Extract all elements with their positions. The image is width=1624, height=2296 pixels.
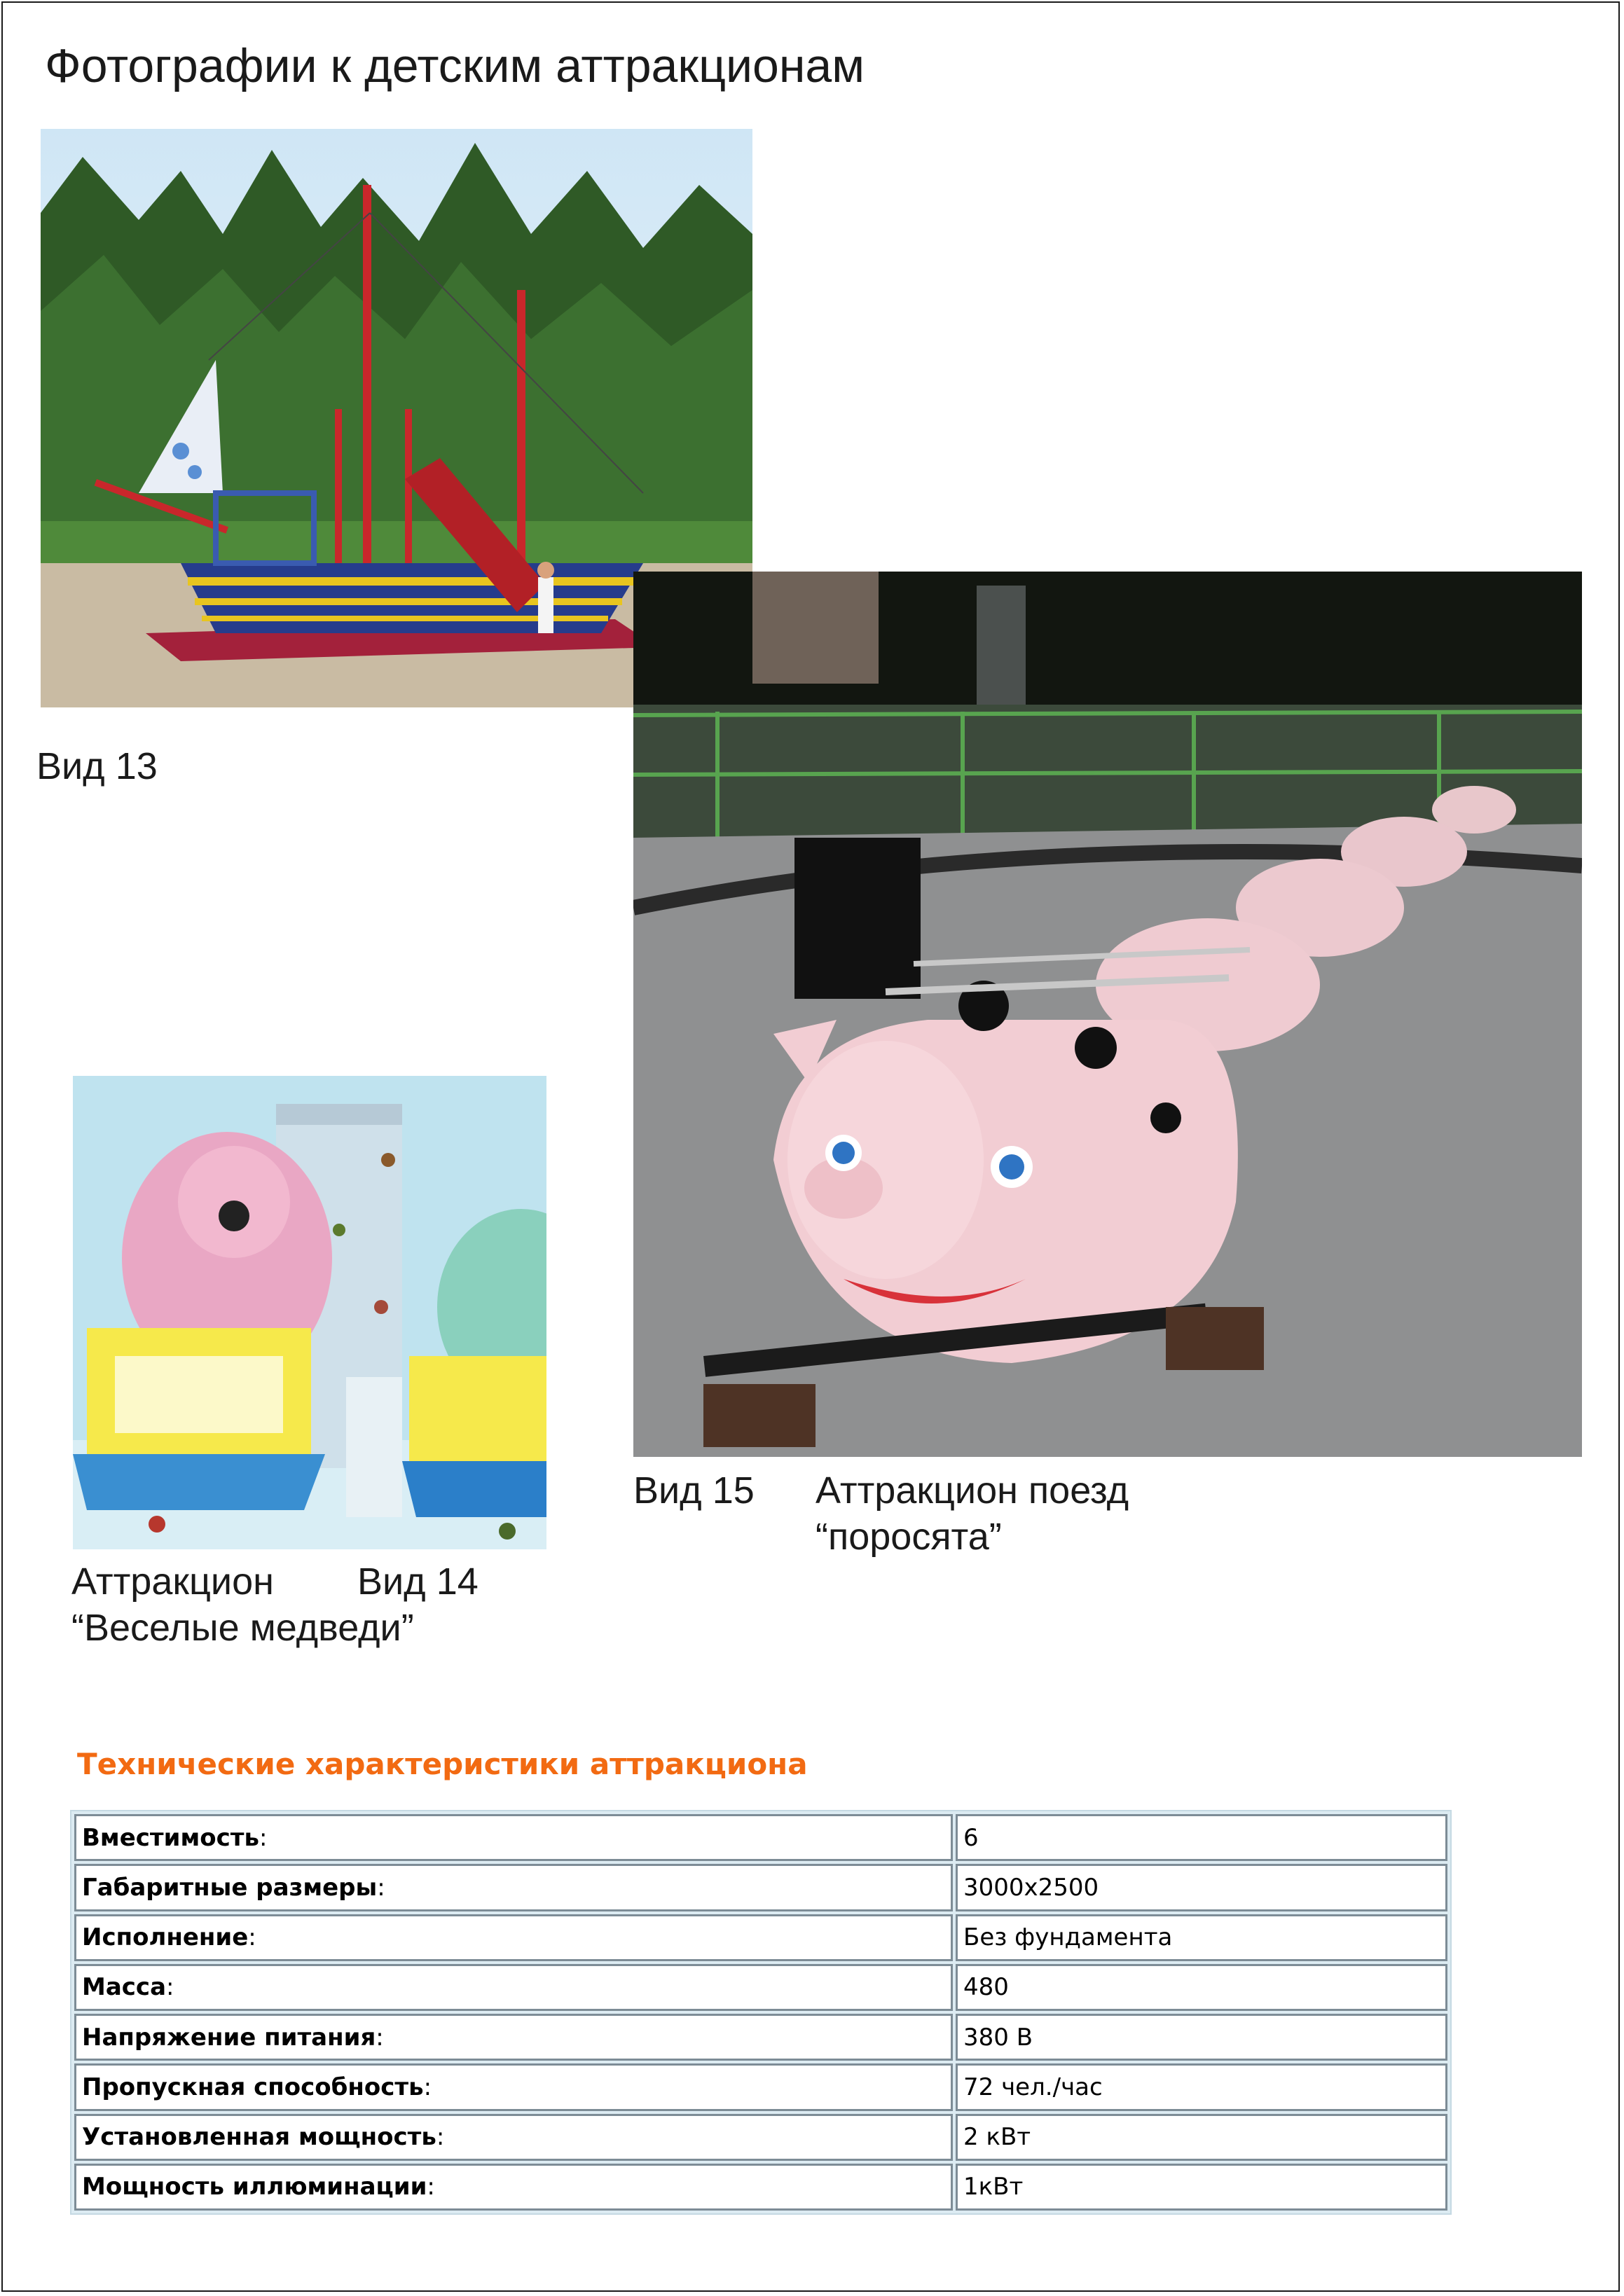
bears-caption-name-line2: “Веселые медведи” [71, 1607, 414, 1649]
spec-value: 2 кВт [956, 2114, 1447, 2161]
spec-label: Напряжение питания [82, 2023, 376, 2052]
spec-label-cell: Исполнение: [74, 1914, 953, 1961]
piglets-train-photo [633, 572, 1582, 1457]
page-title: Фотографии к детским аттракционам [45, 39, 865, 92]
spec-label: Масса [82, 1973, 167, 2002]
table-row [74, 2063, 1447, 2110]
spec-label-cell: Пропускная способность: [74, 2063, 953, 2110]
happy-bears-photo [73, 1076, 546, 1549]
spec-value: 72 чел./час [956, 2063, 1447, 2110]
table-row [74, 2114, 1447, 2161]
spec-label: Габаритные размеры [82, 1873, 378, 1902]
spec-label: Вместимость [82, 1823, 259, 1852]
spec-label-cell: Установленная мощность: [74, 2114, 953, 2161]
spec-value: 1кВт [956, 2164, 1447, 2211]
spec-value: Без фундамента [956, 1914, 1447, 1961]
table-row [74, 1964, 1447, 2011]
table-row [74, 1814, 1447, 1861]
spec-label: Исполнение [82, 1923, 249, 1952]
spec-value: 3000x2500 [956, 1864, 1447, 1911]
spec-label-cell: Напряжение питания: [74, 2014, 953, 2061]
spec-value: 380 В [956, 2014, 1447, 2061]
spec-label-cell: Масса: [74, 1964, 953, 2011]
spec-label-cell: Вместимость: [74, 1814, 953, 1861]
specs-table [70, 1810, 1452, 2215]
spec-label-cell: Мощность иллюминации: [74, 2164, 953, 2211]
specs-title: Технические характеристики аттракциона [77, 1747, 808, 1781]
piglets-caption-name-line2: “поросята” [816, 1516, 1002, 1558]
piglets-caption-name-line1: Аттракцион поезд [816, 1469, 1129, 1512]
spec-label: Мощность иллюминации [82, 2173, 427, 2201]
table-row [74, 1864, 1447, 1911]
spec-label-cell: Габаритные размеры: [74, 1864, 953, 1911]
table-row [74, 2164, 1447, 2211]
bears-caption-name-line1: Аттракцион [71, 1561, 274, 1603]
table-row [74, 1914, 1447, 1961]
spec-label: Пропускная способность [82, 2073, 424, 2101]
bears-caption-view: Вид 14 [357, 1561, 479, 1603]
spec-value: 6 [956, 1814, 1447, 1861]
ship-caption: Вид 13 [36, 745, 158, 787]
spec-label: Установленная мощность [82, 2123, 436, 2152]
table-row [74, 2014, 1447, 2061]
spec-value: 480 [956, 1964, 1447, 2011]
piglets-caption-view: Вид 15 [633, 1469, 755, 1512]
